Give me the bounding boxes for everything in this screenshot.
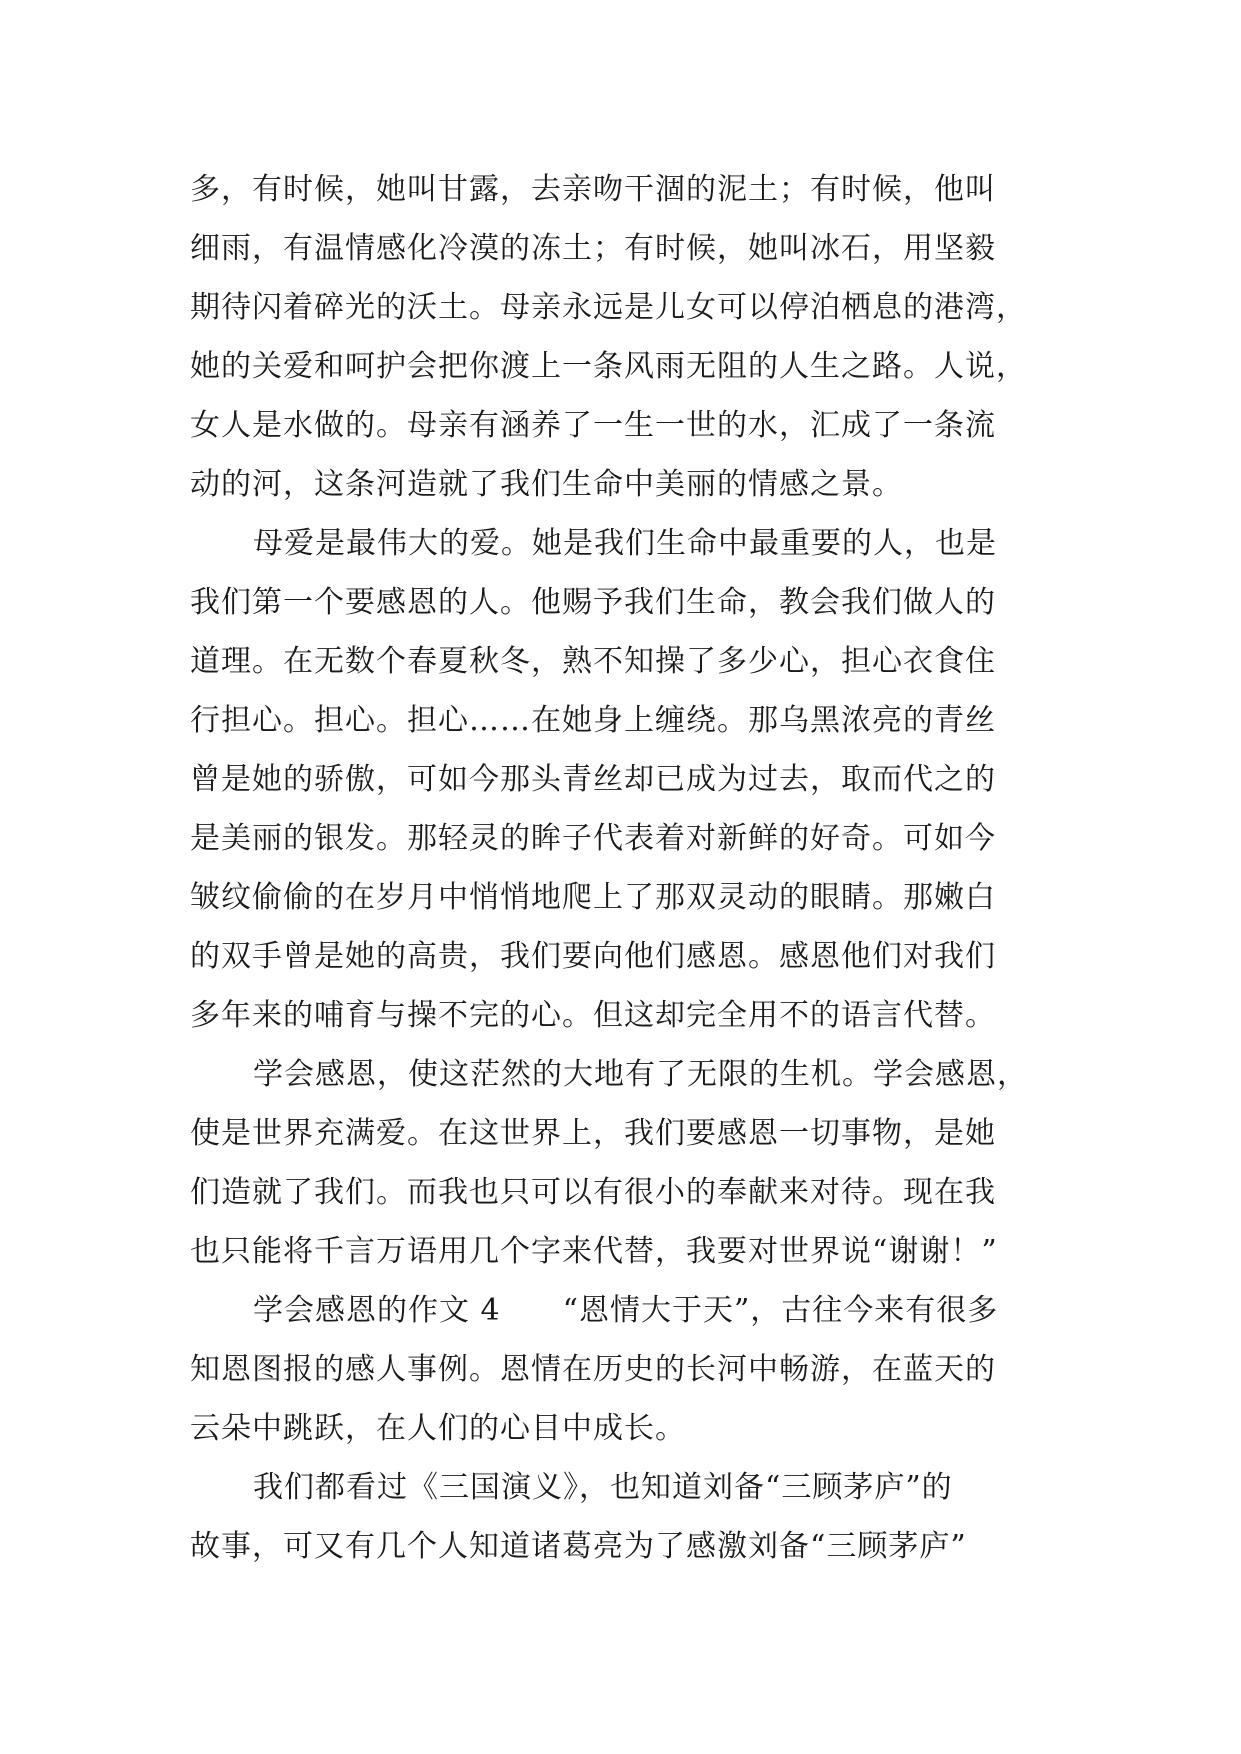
text-line: 皱纹偷偷的在岁月中悄悄地爬上了那双灵动的眼睛。那嫩白: [190, 880, 996, 915]
text-line: 期待闪着碎光的沃土。母亲永远是儿女可以停泊栖息的港湾，: [190, 290, 1027, 325]
text-line: 行担心。担心。担心……在她身上缠绕。那乌黑浓亮的青丝: [190, 703, 996, 738]
text-line: 多，有时候，她叫甘露，去亲吻干涸的泥土；有时候，他叫: [190, 172, 996, 207]
text-line: 知恩图报的感人事例。恩情在历史的长河中畅游，在蓝天的: [190, 1352, 996, 1387]
text-line: 细雨，有温情感化冷漠的冻土；有时候，她叫冰石，用坚毅: [190, 231, 996, 266]
paragraph-start-line: 母爱是最伟大的爱。她是我们生命中最重要的人，也是: [253, 526, 997, 561]
text-line: 她的关爱和呵护会把你渡上一条风雨无阻的人生之路。人说，: [190, 349, 1027, 384]
text-line: 也只能将千言万语用几个字来代替，我要对世界说“谢谢！”: [190, 1234, 998, 1269]
body-text: [190, 160, 1070, 1576]
text-line: 动的河，这条河造就了我们生命中美丽的情感之景。: [190, 467, 903, 502]
text-line: 女人是水做的。母亲有涵养了一生一世的水，汇成了一条流: [190, 408, 996, 443]
text-line: 我们第一个要感恩的人。他赐予我们生命，教会我们做人的: [190, 585, 996, 620]
text-line: 是美丽的银发。那轻灵的眸子代表着对新鲜的好奇。可如今: [190, 821, 996, 856]
section-heading-line: 学会感恩的作文 4 “恩情大于天”，古往今来有很多: [253, 1293, 999, 1328]
text-line: 使是世界充满爱。在这世界上，我们要感恩一切事物，是她: [190, 1116, 996, 1151]
text-line: 多年来的哺育与操不完的心。但这却完全用不的语言代替。: [190, 998, 996, 1033]
paragraph-start-line: 学会感恩，使这茫然的大地有了无限的生机。学会感恩，: [253, 1057, 1028, 1092]
text-line: 道理。在无数个春夏秋冬，熟不知操了多少心，担心衣食住: [190, 644, 996, 679]
paragraph-start-line: 我们都看过《三国演义》，也知道刘备“三顾茅庐”的: [253, 1470, 953, 1505]
text-line: 故事，可又有几个人知道诸葛亮为了感激刘备“三顾茅庐”: [190, 1529, 967, 1564]
text-line: 的双手曾是她的高贵，我们要向他们感恩。感恩他们对我们: [190, 939, 996, 974]
text-line: 们造就了我们。而我也只可以有很小的奉献来对待。现在我: [190, 1175, 996, 1210]
text-line: 曾是她的骄傲，可如今那头青丝却已成为过去，取而代之的: [190, 762, 996, 797]
text-line: 云朵中跳跃，在人们的心目中成长。: [190, 1411, 686, 1446]
